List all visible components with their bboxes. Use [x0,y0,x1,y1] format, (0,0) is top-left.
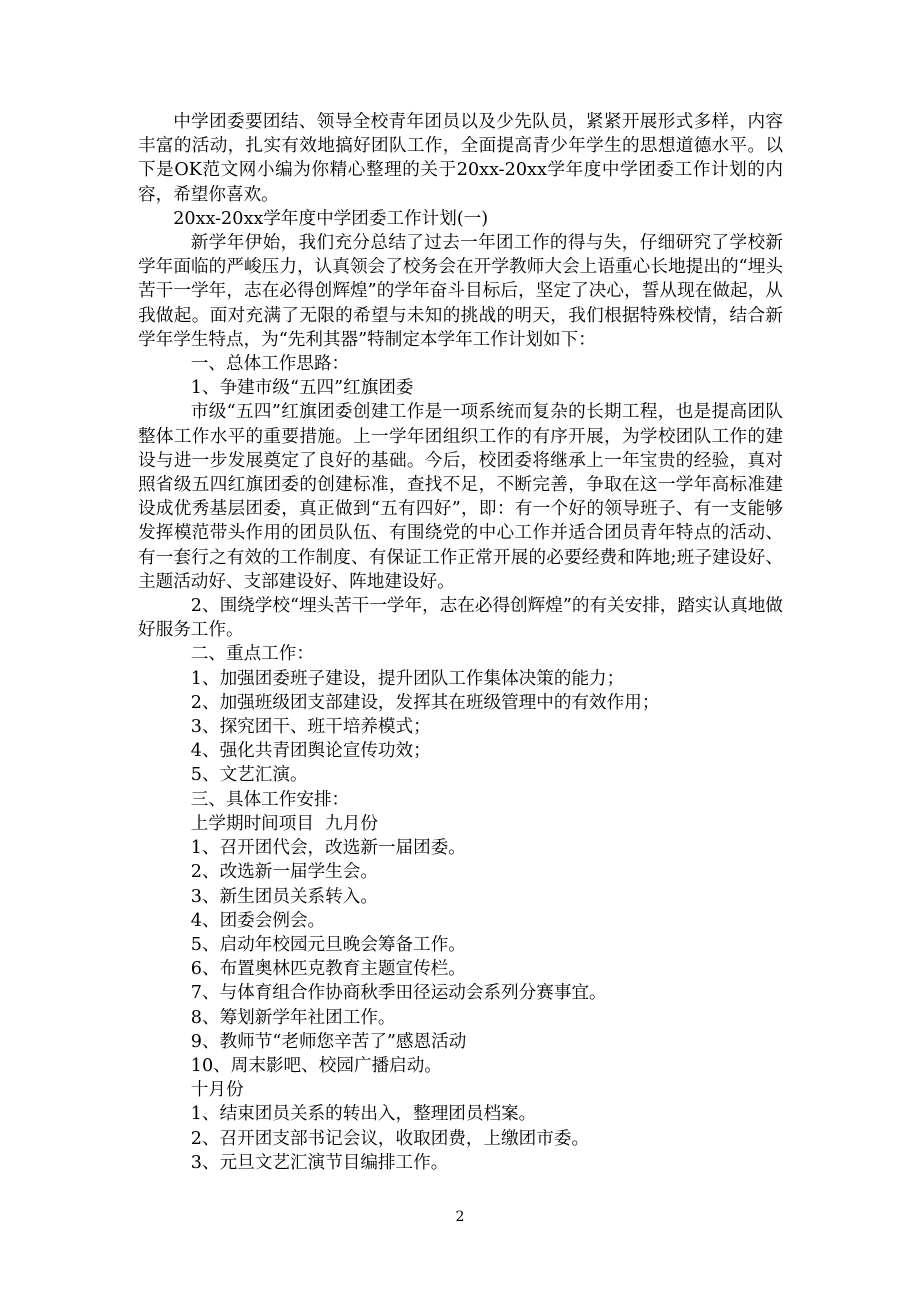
list-item: 2、召开团支部书记会议，收取团费，上缴团市委。 [190,1128,590,1149]
list-item: 8、筹划新学年社团工作。 [190,1007,396,1028]
list-item: 6、布置奥林匹克教育主题宣传栏。 [190,959,466,980]
list-item: 5、启动年校园元旦晚会筹备工作。 [190,934,466,955]
document-title: 20xx-20xx学年度中学团委工作计划(一) [173,208,489,229]
list-item: 4、团委会例会。 [190,910,326,931]
list-item: 1、召开团代会，改选新一届团委。 [190,838,466,859]
intro-paragraph: 中学团委要团结、领导全校青年团员以及少先队员，紧紧开展形式多样，内容丰富的活动，扎实有效地搞好团队工作，全面提高青少年学生的思想道德水平。以下是OK范文网小编为你精心整理的关于20xx-20xx学年度中学团委工作计划的内容，希望你喜欢。 [138,112,783,205]
list-item: 7、与体育组合作协商秋季田径运动会系列分赛事宜。 [190,983,607,1004]
list-item: 3、新生团员关系转入。 [190,886,378,907]
item-body-red-flag: 市级“五四”红旗团委创建工作是一项系统而复杂的长期工程，也是提高团队整体工作水平的重要措施。上一学年团组织工作的有序开展，为学校团队工作的建设与进一步发展奠定了良好的基础。今后，校团委将继承上一年宝贵的经验，真对照省级五四红旗团委的创建标准，查找不足，不断完善，争取在这一学年高标准建设成优秀基层团委，真正做到“五有四好”，即：有一个好的领导班子、有一支能够发挥模范带头作用的团员队伍、有围绕党的中心工作并适合团员青年特点的活动、有一套行之有效的工作制度、有保证工作正常开展的必要经费和阵地;班子建设好、主题活动好、支部建设好、阵地建设好。 [138,402,783,592]
section-heading-key-work: 二、重点工作： [190,644,314,665]
list-item: 10、周末影吧、校园广播启动。 [190,1055,442,1076]
list-item: 3、元旦文艺汇演节目编排工作。 [190,1152,449,1173]
section-heading-schedule: 三、具体工作安排： [190,789,350,810]
month-heading-september: 上学期时间项目 九月份 [190,813,378,834]
list-item: 1、结束团员关系的转出入，整理团员档案。 [190,1104,537,1125]
item-heading-red-flag: 1、争建市级“五四”红旗团委 [190,378,414,399]
list-item: 2、改选新一届学生会。 [190,862,378,883]
list-item: 4、强化共青团舆论宣传功效； [190,741,431,762]
month-heading-october: 十月份 [190,1080,244,1101]
list-item: 9、教师节“老师您辛苦了”感恩活动 [190,1031,467,1052]
list-item: 3、探究团干、班干培养模式； [190,717,431,738]
section-heading-overall: 一、总体工作思路： [190,354,350,375]
page-number: 2 [455,1209,465,1225]
document-body [138,110,783,1175]
opening-paragraph: 新学年伊始，我们充分总结了过去一年团工作的得与失，仔细研究了学校新学年面临的严峻压力，认真领会了校务会在开学教师大会上语重心长地提出的“埋头苦干一学年，志在必得创辉煌”的学年奋斗目标后，坚定了决心，誓从现在做起，从我做起。面对充满了无限的希望与未知的挑战的明天，我们根据特殊校情，结合新学年学生特点，为“先利其器”特制定本学年工作计划如下： [138,233,783,350]
list-item: 1、加强团委班子建设，提升团队工作集体决策的能力； [190,668,625,689]
list-item: 2、加强班级团支部建设，发挥其在班级管理中的有效作用； [190,692,660,713]
item-service-work: 2、围绕学校“埋头苦干一学年，志在必得创辉煌”的有关安排，踏实认真地做好服务工作。 [138,596,783,641]
list-item: 5、文艺汇演。 [190,765,308,786]
